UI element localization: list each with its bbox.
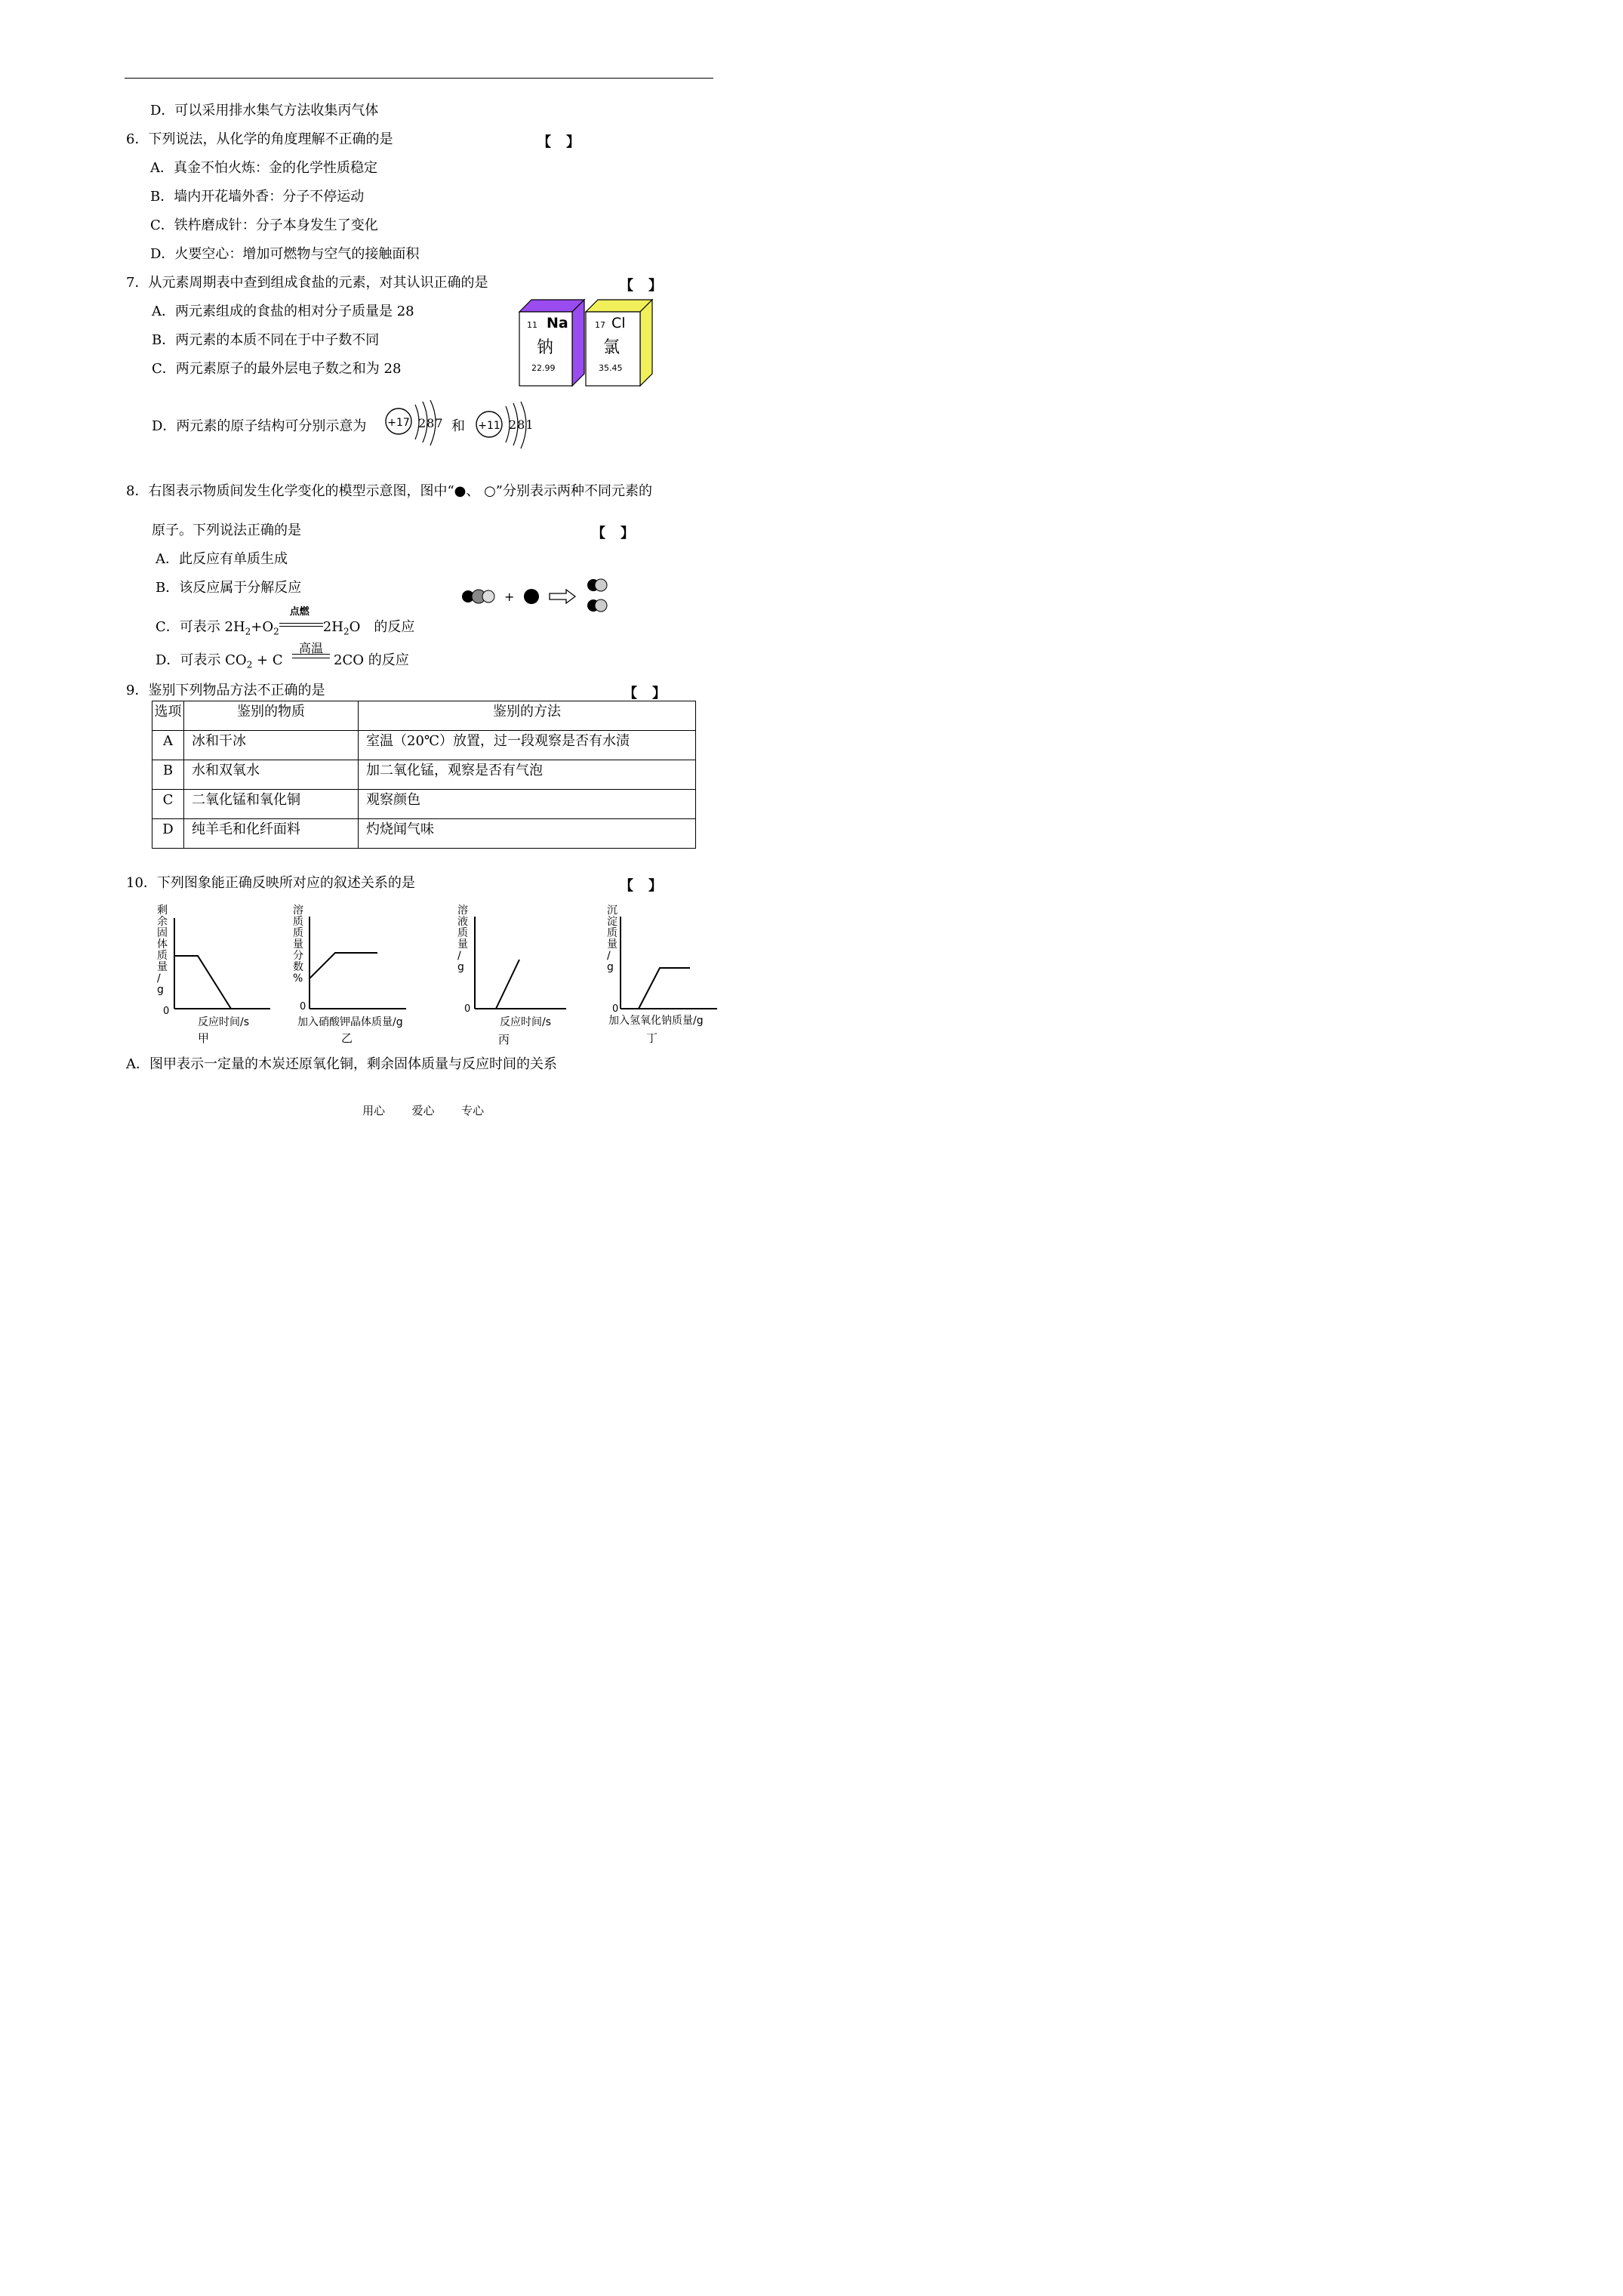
q7-option-b: B．两元素的本质不同在于中子数不同 [152, 332, 380, 348]
graph-bing [453, 903, 574, 1051]
q7-stem: 7．从元素周期表中查到组成食盐的元素，对其认识正确的是 [126, 275, 488, 291]
q7-and: 和 [451, 418, 465, 434]
graph-ding-xlabel: 加入氢氧化钠质量/g [608, 1015, 704, 1027]
atom2-nucleus: +11 [478, 420, 500, 432]
black-atom [524, 589, 539, 604]
graph-ding-name: 丁 [646, 1031, 658, 1045]
graph-yi-ylabel: 溶质质量分数% [293, 905, 303, 985]
row-method: 观察颜色 [359, 790, 696, 819]
q8-stem-line2: 原子。下列说法正确的是 [152, 522, 301, 538]
atom1-nucleus: +17 [387, 417, 410, 429]
graph-yi [287, 903, 430, 1051]
sodium-mass: 22.99 [531, 363, 556, 373]
q9-table [152, 701, 696, 849]
graph-bing-name: 丙 [498, 1033, 510, 1046]
q10-option-a: A．图甲表示一定量的木炭还原氧化铜，剩余固体质量与反应时间的关系 [126, 1056, 557, 1072]
svg-text:0: 0 [612, 1003, 619, 1015]
row-method: 加二氧化锰，观察是否有气泡 [359, 760, 696, 790]
graph-jia-xlabel: 反应时间/s [198, 1016, 250, 1028]
q8-option-a: A．此反应有单质生成 [156, 551, 288, 567]
atom2-shells: 281 [509, 418, 534, 432]
q7-answer-bracket[interactable]: 【 】 [620, 278, 663, 294]
footer [362, 1102, 484, 1118]
header-rule [125, 78, 713, 79]
row-option: C [152, 790, 184, 819]
row-substance: 水和双氧水 [184, 760, 359, 790]
sodium-card [519, 300, 584, 386]
chlorine-atom-structure [383, 399, 444, 451]
q8-answer-bracket[interactable]: 【 】 [592, 525, 635, 541]
svg-text:0: 0 [300, 1001, 306, 1012]
q6-option-a: A．真金不怕火炼：金的化学性质稳定 [150, 160, 377, 176]
table-row [152, 790, 696, 819]
graph-ding [604, 903, 732, 1051]
graph-bing-ylabel: 溶液质量/ g [457, 905, 468, 973]
graph-bing-xlabel: 反应时间/s [500, 1016, 552, 1028]
q8-stem: 8．右图表示物质间发生化学变化的模型示意图，图中“●、 ○”分别表示两种不同元素的 [126, 483, 652, 499]
row-method: 灼烧闻气味 [359, 819, 696, 849]
q7-option-c: C．两元素原子的最外层电子数之和为 28 [152, 361, 402, 377]
equals-bar-top [292, 654, 330, 655]
header-option: 选项 [152, 701, 184, 731]
q8-option-d: D．可表示 $CO_2 + C$ [156, 652, 283, 670]
reactant-molecule [462, 590, 494, 603]
periodic-table-cards [515, 297, 658, 389]
svg-text:0: 0 [464, 1003, 471, 1015]
row-option: D [152, 819, 184, 849]
chlorine-number: 17 [595, 320, 605, 330]
row-option: A [152, 731, 184, 760]
q6-answer-bracket[interactable]: 【 】 [537, 134, 581, 150]
graph-jia-ylabel: 剩余固体质量/ g [157, 905, 168, 996]
chlorine-name: 氯 [603, 338, 621, 357]
q8-option-d-end: 2CO 的反应 [334, 652, 409, 668]
header-method: 鉴别的方法 [359, 701, 696, 731]
sodium-name: 钠 [537, 338, 554, 357]
q5-option-d: D．可以采用排水集气方法收集丙气体 [150, 103, 379, 119]
q6-option-d: D．火要空心：增加可燃物与空气的接触面积 [150, 246, 420, 262]
plus-sign: + [504, 590, 515, 604]
table-header-row [152, 701, 696, 731]
row-method: 室温（20℃）放置，过一段观察是否有水渍 [359, 731, 696, 760]
graph-yi-name: 乙 [341, 1031, 353, 1045]
row-substance: 二氧化锰和氧化铜 [184, 790, 359, 819]
q6-option-b: B．墙内开花墙外香：分子不停运动 [150, 189, 365, 205]
q7-option-d: D．两元素的原子结构可分别示意为 [152, 418, 367, 434]
sodium-number: 11 [527, 320, 537, 330]
reaction-arrow [550, 590, 575, 603]
condition-high-temp: 高温 [298, 641, 323, 655]
reaction-model-diagram [457, 575, 616, 616]
header-substance: 鉴别的物质 [184, 701, 359, 731]
graph-yi-xlabel: 加入硝酸钾晶体质量/g [297, 1016, 403, 1028]
row-option: B [152, 760, 184, 790]
footer-item: 专心 [461, 1104, 485, 1117]
svg-text:0: 0 [163, 1006, 170, 1017]
graph-jia-name: 甲 [198, 1031, 210, 1045]
q6-option-c: C．铁杵磨成针：分子本身发生了变化 [150, 217, 378, 233]
row-substance: 纯羊毛和化纤面料 [184, 819, 359, 849]
q6-stem: 6．下列说法，从化学的角度理解不正确的是 [126, 131, 393, 147]
atom1-shells: 287 [418, 416, 444, 430]
q10-stem: 10．下列图象能正确反映所对应的叙述关系的是 [126, 875, 415, 891]
chlorine-symbol: Cl [611, 315, 626, 331]
condition-ignite: 点燃 [289, 606, 310, 618]
graph-yi-curve [310, 953, 377, 978]
graph-jia [151, 903, 272, 1051]
sodium-atom-structure [474, 399, 534, 451]
q8-option-c: C．可表示 $2H_2+O_2$ 点燃 $2H_2O$ 的反应 [156, 619, 414, 640]
q10-answer-bracket[interactable]: 【 】 [620, 878, 663, 894]
q9-answer-bracket[interactable]: 【 】 [624, 686, 667, 701]
q7-option-a: A．两元素组成的食盐的相对分子质量是 28 [152, 304, 414, 319]
product-molecules [587, 579, 607, 612]
graph-jia-curve [174, 956, 231, 1009]
table-row [152, 760, 696, 790]
footer-item: 爱心 [411, 1104, 435, 1117]
chlorine-mass: 35.45 [599, 363, 623, 373]
chlorine-card [586, 300, 652, 386]
graph-bing-curve [496, 960, 519, 1009]
table-row [152, 819, 696, 849]
table-row [152, 731, 696, 760]
row-substance: 冰和干冰 [184, 731, 359, 760]
graph-ding-ylabel: 沉淀质量/ g [607, 905, 617, 973]
graph-ding-curve [639, 968, 690, 1009]
q8-option-b: B．该反应属于分解反应 [156, 580, 302, 596]
sodium-symbol: Na [547, 315, 568, 331]
q9-stem: 9．鉴别下列物品方法不正确的是 [126, 683, 325, 698]
footer-item: 用心 [362, 1104, 386, 1117]
